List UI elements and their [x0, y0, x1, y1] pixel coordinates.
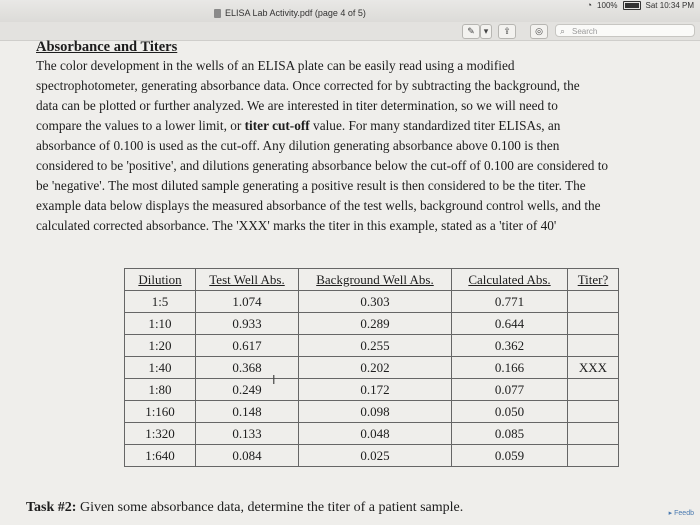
test-well-cell: 1.074 [196, 291, 299, 313]
background-well-cell: 0.172 [299, 379, 452, 401]
feedback-text: Feedb [674, 510, 694, 517]
table-row [125, 291, 619, 313]
background-well-cell: 0.048 [299, 423, 452, 445]
calculated-cell: 0.059 [452, 445, 568, 467]
dilution-cell: 1:160 [125, 401, 196, 423]
annotate-icon[interactable]: ◎ [530, 24, 548, 39]
status-area [587, 0, 694, 10]
calculated-cell: 0.077 [452, 379, 568, 401]
calculated-cell: 0.644 [452, 313, 568, 335]
share-icon[interactable]: ⇪ [498, 24, 516, 39]
header-background-well: Background Well Abs. [299, 269, 452, 291]
titer-cell [568, 379, 619, 401]
task-line [26, 500, 463, 516]
paragraph-line: example data below displays the measured absorbance of the test wells, background control wells, and the [36, 198, 601, 213]
table-row [125, 313, 619, 335]
table-header-row [125, 269, 619, 291]
header-dilution: Dilution [125, 269, 196, 291]
background-well-cell: 0.255 [299, 335, 452, 357]
titer-cell [568, 291, 619, 313]
task-text: Given some absorbance data, determine the titer of a patient sample. [79, 500, 464, 515]
document-title-text: ELISA Lab Activity.pdf (page 4 of 5) [225, 8, 366, 18]
calculated-cell: 0.771 [452, 291, 568, 313]
section-heading: Absorbance and Titers [36, 39, 178, 55]
calculated-cell: 0.085 [452, 423, 568, 445]
table-row [125, 357, 619, 379]
task-label: Task #2: [26, 500, 77, 515]
calculated-cell: 0.166 [452, 357, 568, 379]
paragraph-line: The color development in the wells of an ELISA plate can be easily read using a modified [36, 58, 515, 73]
test-well-cell: 0.617 [196, 335, 299, 357]
calculated-cell: 0.050 [452, 401, 568, 423]
pdf-file-icon [214, 9, 221, 18]
search-icon: ⌕ [560, 26, 566, 36]
background-well-cell: 0.303 [299, 291, 452, 313]
test-well-cell: 0.084 [196, 445, 299, 467]
document-title [214, 8, 366, 18]
clock[interactable]: Sat 10:34 PM [645, 0, 694, 10]
calculated-cell: 0.362 [452, 335, 568, 357]
dilution-cell: 1:320 [125, 423, 196, 445]
dilution-cell: 1:40 [125, 357, 196, 379]
title-bar [0, 0, 700, 23]
paragraph-line: compare the values to a lower limit, or titer cut-off value. For many standardized titer ELISAs, an [36, 118, 561, 133]
titer-cell [568, 335, 619, 357]
text-cursor-icon: I [272, 373, 276, 387]
absorbance-table [124, 268, 619, 467]
search-input[interactable] [555, 24, 695, 37]
paragraph-line: calculated corrected absorbance. The 'XXX' marks the titer in this example, stated as a 'titer of 40' [36, 218, 557, 233]
test-well-cell: 0.133 [196, 423, 299, 445]
table-row [125, 379, 619, 401]
dilution-cell: 1:10 [125, 313, 196, 335]
titer-cell [568, 401, 619, 423]
titer-cell [568, 445, 619, 467]
dilution-cell: 1:640 [125, 445, 196, 467]
battery-percent: 100% [597, 0, 618, 10]
header-titer: Titer? [568, 269, 619, 291]
table-row [125, 423, 619, 445]
table-row [125, 401, 619, 423]
paragraph-line: data can be plotted or further analyzed. We are interested in titer determination, so we will need to [36, 98, 558, 113]
titer-cell [568, 313, 619, 335]
battery-icon[interactable] [623, 1, 641, 10]
paragraph-line: be 'negative'. The most diluted sample generating a positive result is then considered to be the titer. The [36, 178, 586, 193]
background-well-cell: 0.202 [299, 357, 452, 379]
battery-level [625, 3, 639, 8]
body-paragraph [36, 56, 676, 236]
paragraph-line: absorbance of 0.100 is used as the cut-off. Any dilution generating absorbance above 0.100 is then [36, 138, 560, 153]
chevron-down-icon[interactable]: ▾ [480, 24, 492, 39]
background-well-cell: 0.025 [299, 445, 452, 467]
markup-pen-icon[interactable]: ✎ [462, 24, 480, 39]
test-well-cell: 0.249 [196, 379, 299, 401]
table-row [125, 335, 619, 357]
titer-cell: XXX [568, 357, 619, 379]
background-well-cell: 0.098 [299, 401, 452, 423]
dilution-cell: 1:5 [125, 291, 196, 313]
dilution-cell: 1:20 [125, 335, 196, 357]
titer-cell [568, 423, 619, 445]
test-well-cell: 0.933 [196, 313, 299, 335]
wifi-icon[interactable]: ◔ [586, 0, 593, 10]
background-well-cell: 0.289 [299, 313, 452, 335]
feedback-link[interactable]: ▸ Feedb [668, 510, 694, 517]
header-test-well: Test Well Abs. [196, 269, 299, 291]
test-well-cell: 0.368 [196, 357, 299, 379]
search-placeholder: Search [572, 27, 598, 36]
paragraph-line: spectrophotometer, generating absorbance data. Once corrected for by subtracting the background, the [36, 78, 580, 93]
table-row [125, 445, 619, 467]
document-page [36, 38, 676, 236]
header-calculated: Calculated Abs. [452, 269, 568, 291]
paragraph-line: considered to be 'positive', and dilutions generating absorbance below the cut-off of 0.100 are considered to [36, 158, 609, 173]
dilution-cell: 1:80 [125, 379, 196, 401]
test-well-cell: 0.148 [196, 401, 299, 423]
